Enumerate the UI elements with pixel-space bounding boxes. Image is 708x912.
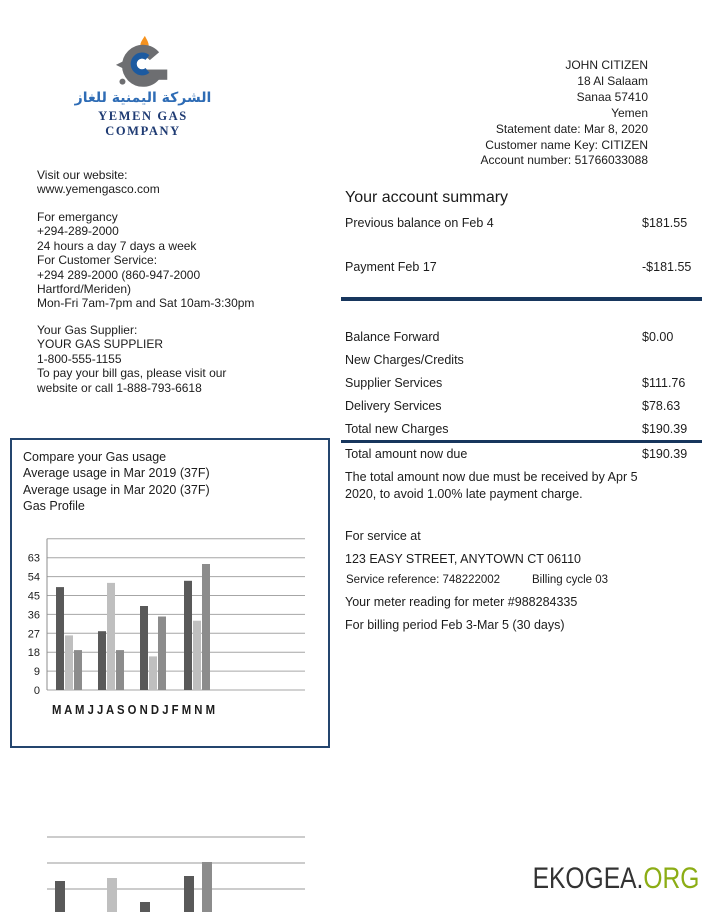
x-axis-labels: M A M J J A S O N D J F M N M — [52, 703, 215, 717]
text-line: Compare your Gas usage — [23, 450, 167, 464]
summary-row — [345, 353, 705, 376]
bar-partial — [140, 902, 150, 912]
watermark-text-dark: EKOGEA. — [532, 862, 643, 895]
due-date-note: The total amount now due must be received by Apr 5 2020, to avoid 1.00% late payment charge. — [345, 470, 638, 501]
watermark-ekogea — [532, 862, 699, 896]
usage-chart-box — [10, 438, 330, 748]
y-tick-label: 45 — [27, 590, 40, 603]
y-tick-label: 54 — [27, 571, 40, 584]
text-line: JOHN CITIZEN — [565, 58, 648, 72]
y-tick-label: 9 — [33, 666, 40, 679]
billing-period-line: For billing period Feb 3-Mar 5 (30 days) — [345, 618, 565, 632]
total-due-label: Total amount now due — [345, 447, 468, 461]
meter-reading-line: Your meter reading for meter #988284335 — [345, 595, 578, 609]
row-amount: $181.55 — [642, 216, 688, 230]
text-line: 18 Al Salaam — [577, 73, 648, 88]
summary-divider-top — [341, 297, 702, 301]
company-logo — [101, 34, 185, 92]
account-summary-title: Your account summary — [345, 189, 509, 206]
row-label: Previous balance on Feb 4 — [345, 216, 494, 230]
bar-partial — [55, 881, 65, 912]
text-line: For emergancy — [37, 210, 118, 224]
row-label: Total new Charges — [345, 422, 449, 436]
bar-partial — [202, 862, 212, 912]
summary-row — [345, 376, 705, 399]
summary-row — [345, 216, 705, 260]
row-amount: $190.39 — [642, 422, 688, 436]
supplier-info-block — [37, 323, 226, 395]
y-tick-label: 0 — [33, 685, 40, 697]
logo-dot — [119, 79, 125, 85]
y-tick-label: 27 — [27, 628, 40, 641]
row-amount: $111.76 — [642, 376, 686, 390]
chart-header-lines — [12, 440, 328, 515]
total-due-row — [345, 447, 705, 461]
bar-partial — [184, 876, 194, 912]
summary-rows-top — [345, 216, 705, 304]
text-line: Yemen — [611, 105, 648, 120]
website-info-block — [37, 168, 160, 197]
emergency-info-block — [37, 210, 254, 311]
text-line: Average usage in Mar 2019 (37F) — [23, 466, 210, 481]
row-amount: $0.00 — [642, 330, 674, 344]
text-line: Sanaa 57410 — [576, 89, 648, 104]
row-label: Supplier Services — [345, 376, 443, 390]
text-line: YOUR GAS SUPPLIER — [37, 337, 164, 352]
text-line: Account number: 51766033088 — [480, 153, 648, 168]
text-line: Hartford/Meriden) — [37, 282, 132, 297]
text-line: +294-289-2000 — [37, 224, 119, 239]
row-label: Payment Feb 17 — [345, 260, 437, 274]
text-line: website or call 1-888-793-6618 — [37, 380, 202, 395]
watermark-text-green: ORG — [642, 862, 699, 895]
text-line: Statement date: Mar 8, 2020 — [495, 121, 648, 136]
bar-partial — [107, 878, 117, 912]
billing-cycle: Billing cycle 03 — [532, 574, 609, 586]
y-tick-label: 63 — [27, 552, 40, 565]
text-line: Gas Profile — [23, 499, 85, 514]
summary-divider-total — [341, 440, 702, 443]
text-line: Customer name Key: CITIZEN — [485, 137, 648, 152]
text-line: To pay your bill gas, please visit our — [37, 366, 227, 381]
row-amount: $78.63 — [642, 399, 681, 413]
text-line: For Customer Service: — [37, 253, 158, 268]
row-label: Delivery Services — [345, 399, 442, 413]
summary-row — [345, 399, 705, 422]
service-reference: Service reference: 748222002 — [346, 574, 501, 586]
text-line: Visit our website: — [37, 168, 128, 182]
text-line: 1-800-555-1155 — [37, 351, 122, 366]
text-line: www.yemengasco.com — [37, 182, 160, 197]
text-line: Mon-Fri 7am-7pm and Sat 10am-3:30pm — [37, 296, 255, 311]
text-line: Average usage in Mar 2020 (37F) — [23, 482, 210, 497]
text-line: 24 hours a day 7 days a week — [37, 238, 197, 253]
company-name-arabic: الشركة اليمنية للغاز — [74, 90, 212, 106]
service-at-label: For service at — [345, 529, 421, 543]
logo-c-mark — [134, 56, 148, 73]
company-name-english: YEMEN GAS COMPANY — [98, 109, 188, 138]
text-line: +294 289-2000 (860-947-2000 — [37, 267, 201, 282]
row-label: New Charges/Credits — [345, 353, 464, 367]
y-tick-label: 18 — [27, 647, 40, 660]
summary-row — [345, 330, 705, 353]
service-address: 123 EASY STREET, ANYTOWN CT 06110 — [345, 552, 581, 566]
customer-address-block — [481, 58, 648, 169]
summary-rows-charges — [345, 330, 705, 445]
total-due-amount: $190.39 — [642, 447, 688, 461]
row-label: Balance Forward — [345, 330, 440, 344]
text-line: Your Gas Supplier: — [37, 323, 138, 337]
row-amount: -$181.55 — [642, 260, 692, 274]
y-tick-label: 36 — [27, 609, 40, 622]
